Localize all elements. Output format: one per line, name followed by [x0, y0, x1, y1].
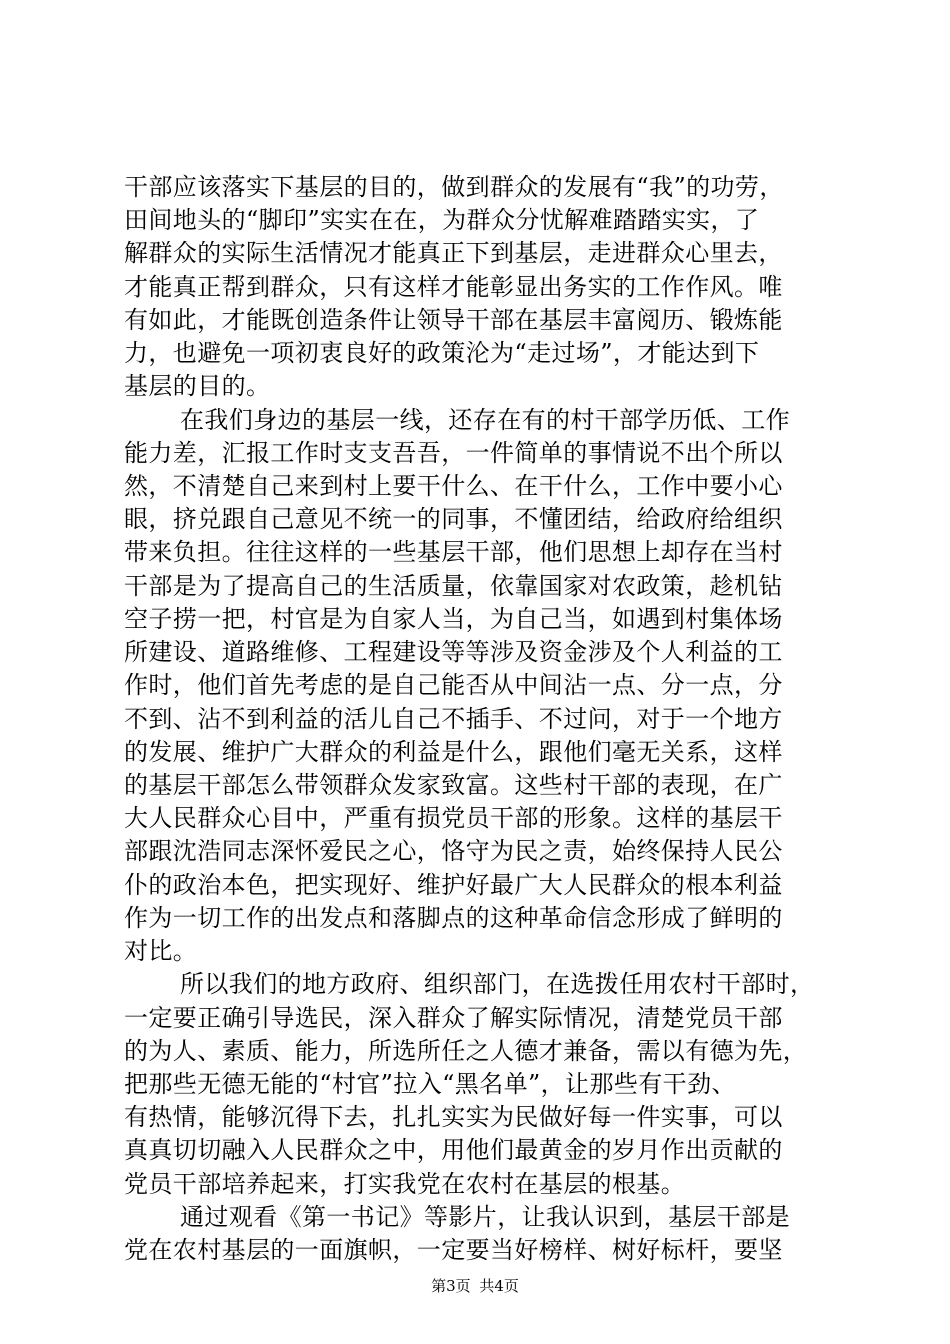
body-text-line: 解群众的实际生活情况才能真正下到基层，走进群众心里去，: [124, 239, 783, 268]
body-text-line: 对比。: [124, 937, 198, 965]
body-text-line: 有如此，才能既创造条件让领导干部在基层丰富阅历、锻炼能: [124, 305, 783, 334]
body-text-line: 能力差，汇报工作时支支吾吾，一件简单的事情说不出个所以: [124, 438, 783, 467]
body-text-line: 空子捞一把，村官是为自家人当，为自己当，如遇到村集体场: [124, 604, 783, 633]
body-text-line: 的为人、素质、能力，所选所任之人德才兼备，需以有德为先，: [124, 1036, 808, 1065]
body-text-line: 不到、沾不到利益的活儿自己不插手、不过问，对于一个地方: [124, 704, 783, 733]
page-total: 共4页: [479, 1277, 519, 1295]
body-text-line: 基层的目的。: [124, 372, 271, 401]
body-text-line: 大人民群众心目中，严重有损党员干部的形象。这样的基层干: [124, 804, 783, 833]
paragraph-first-line: 所以我们的地方政府、组织部门，在选拨任用农村干部时，: [180, 970, 815, 999]
body-text-line: 党在农村基层的一面旗帜，一定要当好榜样、树好标杆，要坚: [124, 1236, 783, 1264]
page-footer: [0, 1276, 950, 1296]
body-text-line: 力，也避免一项初衷良好的政策沦为“走过场”，才能达到下: [124, 339, 760, 368]
page-number: 第3页: [431, 1277, 471, 1295]
body-text-line: 作为一切工作的出发点和落脚点的这种革命信念形成了鲜明的: [124, 903, 783, 932]
body-text-line: 干部应该落实下基层的目的，做到群众的发展有“我”的功劳，: [124, 173, 784, 201]
body-text-line: 才能真正帮到群众，只有这样才能彰显出务实的工作作风。唯: [124, 272, 783, 301]
paragraph-first-line: 在我们身边的基层一线，还存在有的村干部学历低、工作: [180, 405, 790, 434]
body-text-line: 部跟沈浩同志深怀爱民之心，恪守为民之责，始终保持人民公: [124, 837, 783, 866]
body-text-line: 带来负担。往往这样的一些基层干部，他们思想上却存在当村: [124, 538, 783, 567]
paragraph-first-line: 通过观看《第一书记》等影片，让我认识到，基层干部是: [180, 1202, 790, 1231]
body-text-line: 党员干部培养起来，打实我党在农村在基层的根基。: [124, 1169, 686, 1198]
body-text-line: 一定要正确引导选民，深入群众了解实际情况，清楚党员干部: [124, 1003, 783, 1032]
body-text-line: 干部是为了提高自己的生活质量，依靠国家对农政策，趁机钻: [124, 571, 783, 600]
body-text-line: 眼，挤兑跟自己意见不统一的同事，不懂团结，给政府给组织: [124, 505, 783, 534]
body-text-line: 把那些无德无能的“村官”拉入“黑名单”，让那些有干劲、: [124, 1069, 736, 1098]
body-text-line: 作时，他们首先考虑的是自己能否从中间沾一点、分一点，分: [124, 671, 783, 700]
body-text-line: 的基层干部怎么带领群众发家致富。这些村干部的表现，在广: [124, 770, 783, 799]
body-text-line: 仆的政治本色，把实现好、维护好最广大人民群众的根本利益: [124, 870, 783, 899]
body-text-line: 田间地头的“脚印”实实在在，为群众分忧解难踏踏实实，了: [124, 206, 760, 235]
body-text-line: 有热情，能够沉得下去，扎扎实实为民做好每一件实事，可以: [124, 1103, 783, 1132]
body-text-line: 然，不清楚自己来到村上要干什么、在干什么，工作中要小心: [124, 472, 783, 500]
body-text-line: 真真切切融入人民群众之中，用他们最黄金的岁月作出贡献的: [124, 1136, 783, 1165]
body-text-line: 所建设、道路维修、工程建设等等涉及资金涉及个人利益的工: [124, 638, 783, 667]
body-text-line: 的发展、维护广大群众的利益是什么，跟他们毫无关系，这样: [124, 737, 783, 766]
